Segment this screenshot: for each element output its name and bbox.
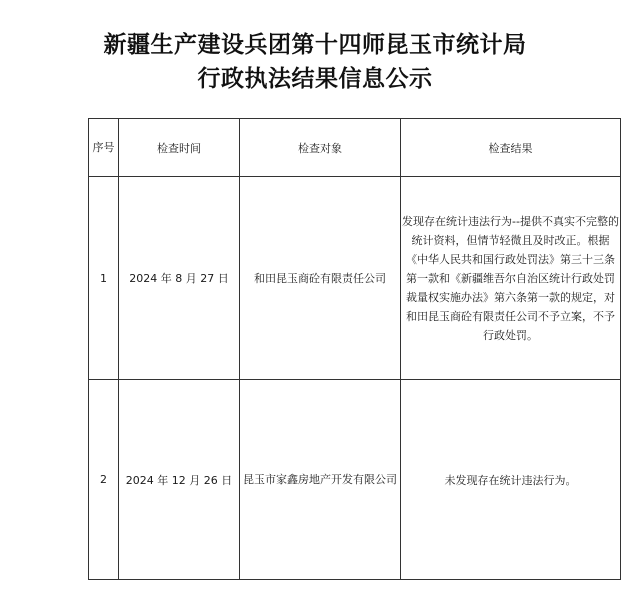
row-time: 2024 年 8 月 27 日	[119, 177, 240, 380]
table-header-row	[89, 119, 621, 177]
row-index: 1	[89, 177, 119, 380]
results-table	[88, 118, 621, 580]
document-title: 新疆生产建设兵团第十四师昆玉市统计局	[103, 31, 527, 58]
row-target: 昆玉市家鑫房地产开发有限公司	[240, 380, 401, 580]
header-index: 序号	[89, 119, 119, 177]
header-result: 检查结果	[401, 119, 621, 177]
row-target: 和田昆玉商砼有限责任公司	[240, 177, 401, 380]
table-row	[89, 380, 621, 580]
row-time: 2024 年 12 月 26 日	[119, 380, 240, 580]
row-index: 2	[89, 380, 119, 580]
header-target: 检查对象	[240, 119, 401, 177]
row-result: 发现存在统计违法行为--提供不真实不完整的统计资料，但情节轻微且及时改正。根据《中华人民共和国行政处罚法》第三十三条第一款和《新疆维吾尔自治区统计行政处罚裁量权实施办法》第六条第一款的规定，对和田昆玉商砼有限责任公司不予立案，不予行政处罚。	[401, 177, 621, 380]
table-row	[89, 177, 621, 380]
row-result: 未发现存在统计违法行为。	[401, 380, 621, 580]
document-subtitle: 行政执法结果信息公示	[197, 65, 433, 92]
header-time: 检查时间	[119, 119, 240, 177]
